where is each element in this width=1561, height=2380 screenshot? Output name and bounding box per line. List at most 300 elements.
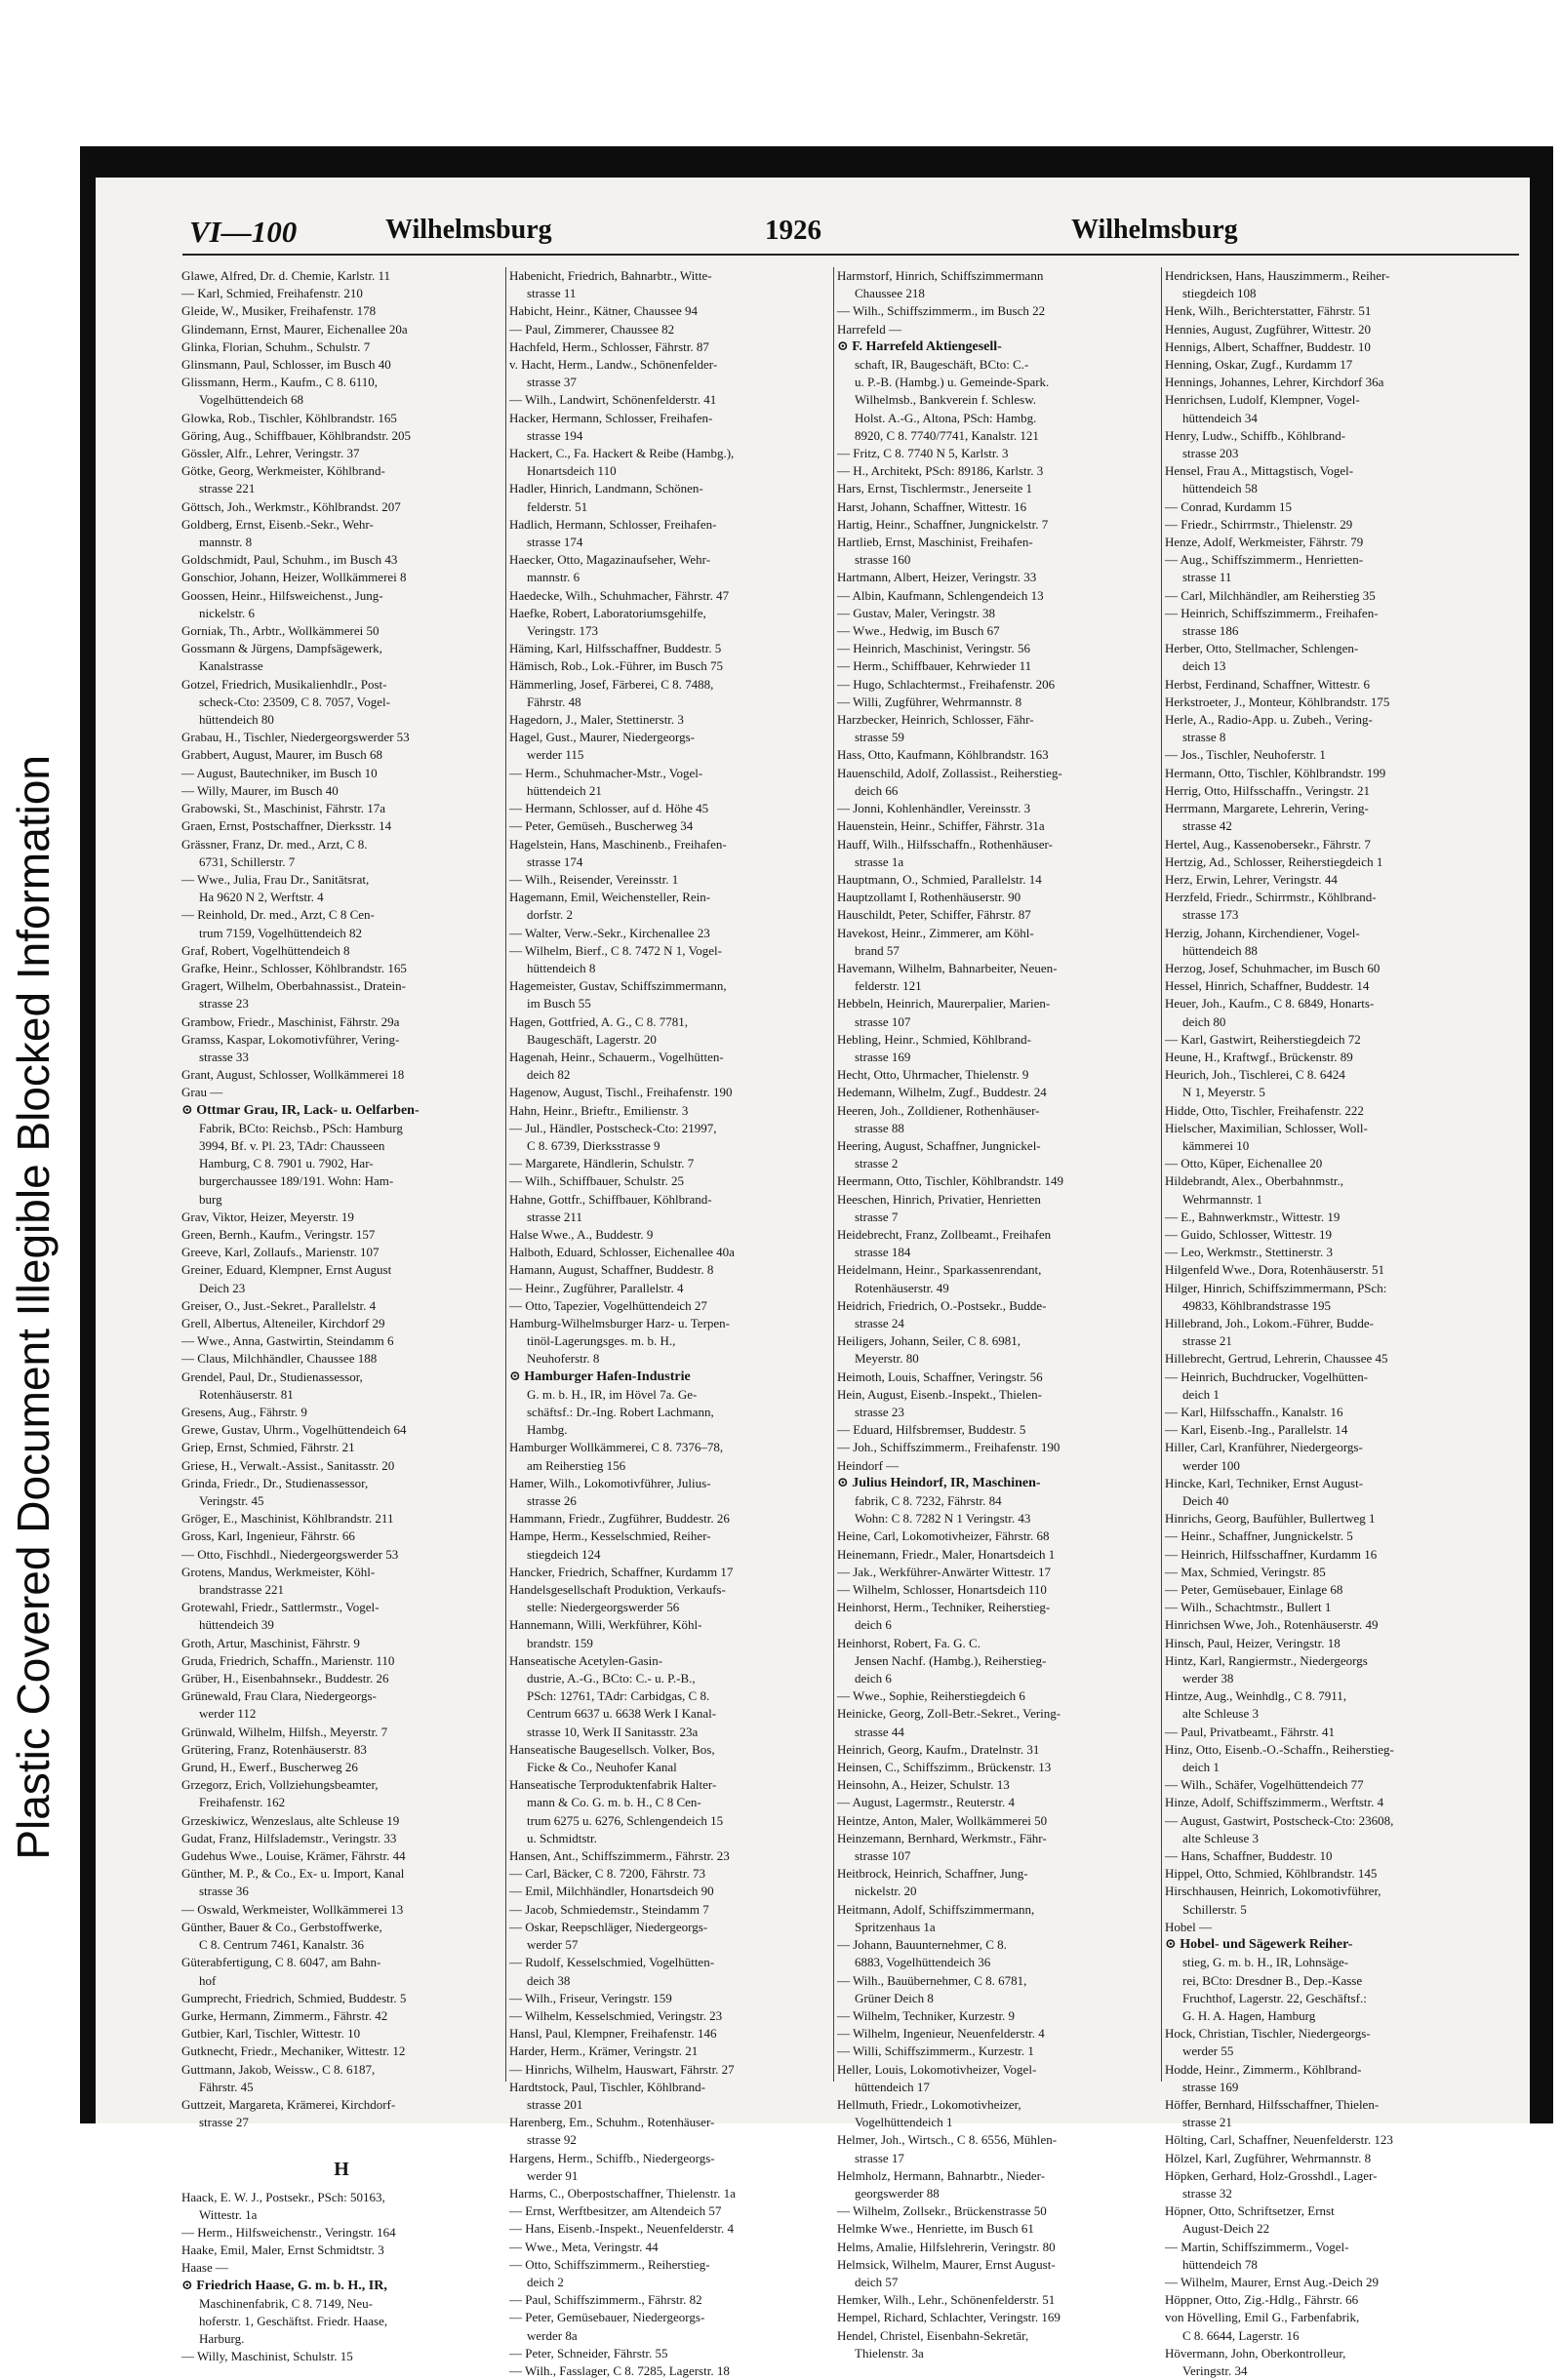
directory-entry-line: strasse 174 xyxy=(527,853,583,869)
directory-entry-line: nickelstr. 20 xyxy=(855,1884,917,1899)
directory-entry-line: mannstr. 8 xyxy=(199,535,253,550)
directory-entry-line: C 8. 6739, Dierksstrasse 9 xyxy=(527,1137,660,1153)
directory-entry-line: Baugeschäft, Lagerstr. 20 xyxy=(527,1031,657,1047)
directory-entry-line: Hartmann, Albert, Heizer, Veringstr. 33 xyxy=(837,570,1037,585)
directory-entry-line: — Wwe., Julia, Frau Dr., Sanitätsrat, xyxy=(181,871,370,887)
directory-entry-line: Hauschildt, Peter, Schiffer, Fährstr. 87 xyxy=(837,907,1031,923)
directory-entry-line: Henk, Wilh., Berichterstatter, Fährstr. 51 xyxy=(1165,303,1372,319)
directory-entry-line: Hempel, Richard, Schlachter, Veringstr. 169 xyxy=(837,2310,1061,2325)
directory-entry-line: Hellmuth, Friedr., Lokomotivheizer, xyxy=(837,2096,1021,2112)
directory-entry-line: Gudat, Franz, Hilfslademstr., Veringstr. 33 xyxy=(181,1830,397,1845)
directory-entry-line: Heidrich, Friedrich, O.-Postsekr., Budde- xyxy=(837,1297,1047,1313)
directory-column-4 xyxy=(1165,267,1485,2378)
directory-entry-line: strasse 169 xyxy=(855,1049,911,1064)
directory-entry-line: trum 7159, Vogelhüttendeich 82 xyxy=(199,925,363,940)
directory-entry-line: — Wilh., Schachtmstr., Bullert 1 xyxy=(1165,1600,1332,1615)
directory-entry-line: Ha 9620 N 2, Werftstr. 4 xyxy=(199,890,324,905)
directory-entry-line: Hincke, Karl, Techniker, Ernst August- xyxy=(1165,1475,1364,1490)
directory-entry-line: Hedemann, Wilhelm, Zugf., Buddestr. 24 xyxy=(837,1085,1047,1100)
directory-entry-line: — Jos., Tischler, Neuhoferstr. 1 xyxy=(1165,747,1326,763)
directory-entry-line: Gossmann & Jürgens, Dampfsägewerk, xyxy=(181,641,382,656)
directory-entry-line: strasse 11 xyxy=(1182,570,1232,585)
directory-entry-line: dorfstr. 2 xyxy=(527,907,573,923)
directory-entry-line: Harenberg, Em., Schuhm., Rotenhäuser- xyxy=(509,2115,715,2130)
directory-entry-line: ⊙ Hobel- und Sägewerk Reiher- xyxy=(1165,1937,1353,1953)
directory-entry-line: Hauenschild, Adolf, Zollassist., Reiherstieg- xyxy=(837,765,1062,780)
directory-entry-line: Kanalstrasse xyxy=(199,658,263,674)
directory-entry-line: — Hinrichs, Wilhelm, Hauswart, Fährstr. 27 xyxy=(509,2061,735,2077)
directory-entry-line: — Otto, Fischhdl., Niedergeorgswerder 53 xyxy=(181,1546,399,1562)
directory-entry-line: deich 57 xyxy=(855,2274,899,2289)
directory-entry-line: — Paul, Zimmerer, Chaussee 82 xyxy=(509,321,675,337)
directory-entry-line: N 1, Meyerstr. 5 xyxy=(1182,1085,1265,1100)
directory-entry-line: Hagemeister, Gustav, Schiffszimmermann, xyxy=(509,978,727,994)
directory-entry-line: Henze, Adolf, Werkmeister, Fährstr. 79 xyxy=(1165,535,1364,550)
directory-entry-line: ⊙ F. Harrefeld Aktiengesell- xyxy=(837,338,1002,354)
directory-entry-line: Grzegorz, Erich, Vollziehungsbeamter, xyxy=(181,1777,379,1793)
directory-entry-line: strasse 21 xyxy=(1182,1333,1232,1349)
directory-entry-line: Hölzel, Karl, Zugführer, Wehrmannstr. 8 xyxy=(1165,2150,1372,2165)
directory-entry-line: — Otto, Schiffszimmerm., Reiherstieg- xyxy=(509,2256,710,2272)
directory-entry-line: strasse 92 xyxy=(527,2132,577,2148)
directory-entry-line: Glinsmann, Paul, Schlosser, im Busch 40 xyxy=(181,357,391,373)
directory-entry-line: Graf, Robert, Vogelhüttendeich 8 xyxy=(181,942,350,958)
directory-entry-line: Vogelhüttendeich 1 xyxy=(855,2115,953,2130)
directory-entry-line: — Otto, Küper, Eichenallee 20 xyxy=(1165,1156,1323,1171)
directory-entry-line: — Peter, Schneider, Fährstr. 55 xyxy=(509,2345,668,2360)
directory-entry-line: — Wwe., Hedwig, im Busch 67 xyxy=(837,623,1000,639)
directory-entry-line: Hämmerling, Josef, Färberei, C 8. 7488, xyxy=(509,676,714,692)
directory-entry-line: Haecker, Otto, Magazinaufseher, Wehr- xyxy=(509,552,711,568)
directory-entry-line: G. m. b. H., IR, im Hövel 7a. Ge- xyxy=(527,1386,698,1402)
directory-entry-line: Hinze, Adolf, Schiffszimmerm., Werftstr. 4 xyxy=(1165,1795,1384,1810)
directory-entry-line: strasse 42 xyxy=(1182,818,1232,834)
directory-entry-line: Hebling, Heinr., Schmied, Köhlbrand- xyxy=(837,1031,1031,1047)
directory-entry-line: — Herm., Schiffbauer, Kehrwieder 11 xyxy=(837,658,1032,674)
directory-entry-line: Grüber, H., Eisenbahnsekr., Buddestr. 26 xyxy=(181,1671,389,1686)
header-year: 1926 xyxy=(765,215,821,246)
directory-entry-line: strasse 174 xyxy=(527,535,583,550)
directory-entry-line: Hamann, August, Schaffner, Buddestr. 8 xyxy=(509,1262,714,1278)
directory-entry-line: — August, Gastwirt, Postscheck-Cto: 23608, xyxy=(1165,1812,1394,1828)
directory-entry-line: Göttsch, Joh., Werkmstr., Köhlbrandst. 207 xyxy=(181,498,401,514)
directory-entry-line: Hodde, Heinr., Zimmerm., Köhlbrand- xyxy=(1165,2061,1362,2077)
directory-entry-line: — Hans, Eisenb.-Inspekt., Neuenfelderstr. 4 xyxy=(509,2221,734,2237)
directory-entry-line: dustrie, A.-G., BCto: C.- u. P.-B., xyxy=(527,1671,696,1686)
directory-entry-line: — Willi, Schiffszimmerm., Kurzestr. 1 xyxy=(837,2043,1034,2059)
directory-entry-line: mannstr. 6 xyxy=(527,570,580,585)
directory-entry-line: Glissmann, Herm., Kaufm., C 8. 6110, xyxy=(181,375,378,390)
directory-entry-line: Havekost, Heinr., Zimmerer, am Köhl- xyxy=(837,925,1034,940)
directory-entry-line: strasse 44 xyxy=(855,1724,904,1739)
directory-entry-line: Herber, Otto, Stellmacher, Schlengen- xyxy=(1165,641,1359,656)
directory-entry-line: Fabrik, BCto: Reichsb., PSch: Hamburg xyxy=(199,1120,403,1135)
directory-entry-line: Grau — xyxy=(181,1085,223,1100)
directory-entry-line: Grässner, Franz, Dr. med., Arzt, C 8. xyxy=(181,836,368,852)
directory-entry-line: Honartsdeich 110 xyxy=(527,463,617,479)
directory-entry-line: Häming, Karl, Hilfsschaffner, Buddestr. 5 xyxy=(509,641,722,656)
directory-entry-line: Rotenhäuserstr. 49 xyxy=(855,1280,949,1295)
page-header xyxy=(96,215,1530,254)
directory-entry-line: deich 1 xyxy=(1182,1386,1220,1402)
directory-entry-line: Harmstorf, Hinrich, Schiffszimmermann xyxy=(837,268,1044,283)
directory-entry-line: — Wilh., Reisender, Vereinsstr. 1 xyxy=(509,871,679,887)
directory-entry-line: Herrmann, Margarete, Lehrerin, Vering- xyxy=(1165,801,1369,816)
directory-entry-line: Herz, Erwin, Lehrer, Veringstr. 44 xyxy=(1165,871,1338,887)
directory-entry-line: tinöl-Lagerungsges. m. b. H., xyxy=(527,1333,676,1349)
directory-entry-line: Herrig, Otto, Hilfsschaffn., Veringstr. 21 xyxy=(1165,782,1371,798)
directory-entry-line: strasse 7 xyxy=(855,1209,899,1224)
directory-entry-line: Heidebrecht, Franz, Zollbeamt., Freihafen xyxy=(837,1226,1052,1242)
directory-entry-line: ⊙ Friedrich Haase, G. m. b. H., IR, xyxy=(181,2278,387,2293)
directory-entry-line: burgerchaussee 189/191. Wohn: Ham- xyxy=(199,1173,394,1189)
directory-entry-line: strasse 173 xyxy=(1182,907,1239,923)
directory-entry-line: alte Schleuse 3 xyxy=(1182,1830,1259,1845)
directory-entry-line: Hennies, August, Zugführer, Wittestr. 20 xyxy=(1165,321,1372,337)
page-number: VI—100 xyxy=(189,215,298,249)
directory-entry-line: am Reiherstieg 156 xyxy=(527,1457,626,1473)
directory-entry-line: Gramss, Kaspar, Lokomotivführer, Vering- xyxy=(181,1031,400,1047)
directory-entry-line: Grund, H., Ewerf., Buscherweg 26 xyxy=(181,1760,358,1775)
directory-entry-line: Fruchthof, Lagerstr. 22, Geschäftsf.: xyxy=(1182,1990,1367,2005)
directory-entry-line: Hecht, Otto, Uhrmacher, Thielenstr. 9 xyxy=(837,1067,1029,1083)
directory-entry-line: deich 6 xyxy=(855,1617,892,1633)
directory-entry-line: 49833, Köhlbrandstrasse 195 xyxy=(1182,1297,1332,1313)
directory-entry-line: — Leo, Werkmstr., Stettinerstr. 3 xyxy=(1165,1245,1334,1260)
directory-entry-line: strasse 23 xyxy=(199,996,249,1012)
directory-entry-line: — Wilh., Schiffbauer, Schulstr. 25 xyxy=(509,1173,685,1189)
directory-entry-line: hüttendeich 88 xyxy=(1182,942,1258,958)
directory-entry-line: — Wilh., Fasslager, C 8. 7285, Lagerstr. 18 xyxy=(509,2362,730,2378)
directory-entry-line: Grütering, Franz, Rotenhäuserstr. 83 xyxy=(181,1741,367,1757)
directory-entry-line: Hansen, Ant., Schiffszimmerm., Fährstr. 23 xyxy=(509,1848,730,1864)
directory-entry-line: Spritzenhaus 1a xyxy=(855,1919,936,1934)
side-overlay-panel xyxy=(0,0,70,2123)
directory-entry-line: Heitmann, Adolf, Schiffszimmermann, xyxy=(837,1901,1035,1917)
directory-entry-line: — Hans, Schaffner, Buddestr. 10 xyxy=(1165,1848,1333,1864)
directory-entry-line: — E., Bahnwerkmstr., Wittestr. 19 xyxy=(1165,1209,1341,1224)
directory-entry-line: Grotens, Mandus, Werkmeister, Köhl- xyxy=(181,1564,376,1579)
directory-entry-line: Harms, C., Oberpostschaffner, Thielenstr. 1a xyxy=(509,2185,736,2201)
directory-entry-line: strasse 59 xyxy=(855,730,904,745)
directory-entry-line: Heering, August, Schaffner, Jungnickel- xyxy=(837,1137,1041,1153)
directory-entry-line: strasse 26 xyxy=(527,1493,577,1509)
directory-entry-line: Haase — xyxy=(181,2260,229,2276)
directory-entry-line: felderstr. 121 xyxy=(855,978,922,994)
directory-entry-line: strasse 1a xyxy=(855,853,904,869)
directory-entry-line: Harzbecker, Heinrich, Schlosser, Fähr- xyxy=(837,712,1034,728)
directory-entry-line: Helmer, Joh., Wirtsch., C 8. 6556, Mühlen- xyxy=(837,2132,1058,2148)
directory-entry-line: Hermann, Otto, Tischler, Köhlbrandstr. 199 xyxy=(1165,765,1386,780)
directory-entry-line: Heuer, Joh., Kaufm., C 8. 6849, Honarts- xyxy=(1165,996,1375,1012)
directory-entry-line: 8920, C 8. 7740/7741, Kanalstr. 121 xyxy=(855,427,1039,443)
directory-entry-line: Wohn: C 8. 7282 N 1 Veringstr. 43 xyxy=(855,1511,1031,1527)
directory-entry-line: Harder, Herm., Krämer, Veringstr. 21 xyxy=(509,2043,699,2059)
directory-entry-line: Veringstr. 34 xyxy=(1182,2362,1248,2378)
directory-entry-line: Grewe, Gustav, Uhrm., Vogelhüttendeich 64 xyxy=(181,1422,407,1438)
directory-entry-line: Grafke, Heinr., Schlosser, Köhlbrandstr. 165 xyxy=(181,960,407,975)
directory-entry-line: — Aug., Schiffszimmerm., Henrietten- xyxy=(1165,552,1364,568)
directory-column-3 xyxy=(837,267,1157,2360)
directory-entry-line: strasse 23 xyxy=(855,1405,904,1419)
directory-entry-line: — Herm., Schuhmacher-Mstr., Vogel- xyxy=(509,765,703,780)
directory-entry-line: — Hugo, Schlachtermst., Freihafenstr. 206 xyxy=(837,676,1056,692)
directory-entry-line: — Willy, Maurer, im Busch 40 xyxy=(181,782,339,798)
directory-entry-line: Freihafenstr. 162 xyxy=(199,1795,286,1810)
directory-entry-line: Maschinenfabrik, C 8. 7149, Neu- xyxy=(199,2295,373,2311)
directory-entry-line: Höffer, Bernhard, Hilfsschaffner, Thielen- xyxy=(1165,2096,1380,2112)
directory-entry-line: — Walter, Verw.-Sekr., Kirchenallee 23 xyxy=(509,925,710,940)
directory-entry-line: — Wilhelm, Zollsekr., Brückenstrasse 50 xyxy=(837,2203,1047,2219)
directory-entry-line: Hauptmann, O., Schmied, Parallelstr. 14 xyxy=(837,871,1042,887)
directory-entry-line: Höpken, Gerhard, Holz-Grosshdl., Lager- xyxy=(1165,2167,1378,2183)
directory-entry-line: Hahn, Heinr., Brieftr., Emilienstr. 3 xyxy=(509,1102,689,1118)
directory-entry-line: hüttendeich 58 xyxy=(1182,481,1258,496)
directory-entry-line: Goossen, Heinr., Hilfsweichenst., Jung- xyxy=(181,587,383,603)
directory-entry-line: deich 82 xyxy=(527,1067,571,1083)
directory-entry-line: 3994, Bf. v. Pl. 23, TAdr: Chausseen xyxy=(199,1137,385,1153)
directory-entry-line: Gumprecht, Friedrich, Schmied, Buddestr. 5 xyxy=(181,1990,407,2005)
header-rule xyxy=(182,254,1519,256)
directory-entry-line: Hahne, Gottfr., Schiffbauer, Köhlbrand- xyxy=(509,1191,712,1207)
directory-entry-line: — Fritz, C 8. 7740 N 5, Karlstr. 3 xyxy=(837,446,1009,461)
directory-entry-line: Hennigs, Albert, Schaffner, Buddestr. 10 xyxy=(1165,338,1371,354)
directory-entry-line: Wilhelmsb., Bankverein f. Schlesw. xyxy=(855,392,1037,408)
directory-entry-line: deich 13 xyxy=(1182,658,1226,674)
directory-entry-line: Heitbrock, Heinrich, Schaffner, Jung- xyxy=(837,1866,1028,1882)
directory-entry-line: — Wilhelm, Schlosser, Honartsdeich 110 xyxy=(837,1582,1047,1598)
directory-entry-line: Hinz, Otto, Eisenb.-O.-Schaffn., Reiherstieg- xyxy=(1165,1741,1394,1757)
directory-entry-line: — Wilhelm, Maurer, Ernst Aug.-Deich 29 xyxy=(1165,2274,1379,2289)
directory-entry-line: Hamburg-Wilhelmsburger Harz- u. Terpen- xyxy=(509,1315,730,1330)
directory-entry-line: hüttendeich 39 xyxy=(199,1617,274,1633)
directory-entry-line: Hammann, Friedr., Zugführer, Buddestr. 26 xyxy=(509,1511,730,1527)
directory-entry-line: Höppner, Otto, Zig.-Hdlg., Fährstr. 66 xyxy=(1165,2292,1359,2308)
directory-entry-line: u. P.-B. (Hambg.) u. Gemeinde-Spark. xyxy=(855,375,1050,390)
directory-entry-line: hüttendeich 34 xyxy=(1182,410,1258,425)
directory-entry-line: Heinsohn, A., Heizer, Schulstr. 13 xyxy=(837,1777,1010,1793)
directory-entry-line: deich 38 xyxy=(527,1972,571,1988)
directory-entry-line: strasse 221 xyxy=(199,481,256,496)
directory-entry-line: strasse 21 xyxy=(1182,2115,1232,2130)
directory-entry-line: Heinrich, Georg, Kaufm., Dratelnstr. 31 xyxy=(837,1741,1040,1757)
directory-entry-line: — Wilhelm, Kesselschmied, Veringstr. 23 xyxy=(509,2007,723,2023)
directory-entry-line: Hampe, Herm., Kesselschmied, Reiher- xyxy=(509,1528,711,1544)
directory-entry-line: Gudehus Wwe., Louise, Krämer, Fährstr. 44 xyxy=(181,1848,406,1864)
directory-entry-line: werder 115 xyxy=(527,747,584,763)
directory-entry-line: Havemann, Wilhelm, Bahnarbeiter, Neuen- xyxy=(837,960,1058,975)
directory-entry-line: scheck-Cto: 23509, C 8. 7057, Vogel- xyxy=(199,694,390,709)
directory-entry-line: Hiller, Carl, Kranführer, Niedergeorgs- xyxy=(1165,1440,1363,1455)
directory-entry-line: — Wilh., Bauübernehmer, C 8. 6781, xyxy=(837,1972,1027,1988)
directory-entry-line: schäftsf.: Dr.-Ing. Robert Lachmann, xyxy=(527,1405,714,1419)
directory-entry-line: Hanseatische Baugesellsch. Volker, Bos, xyxy=(509,1741,715,1757)
directory-entry-line: Hamer, Wilh., Lokomotivführer, Julius- xyxy=(509,1475,711,1490)
directory-entry-line: — Martin, Schiffszimmerm., Vogel- xyxy=(1165,2239,1349,2254)
directory-entry-line: werder 55 xyxy=(1182,2043,1234,2059)
directory-entry-line: Heinhorst, Herm., Techniker, Reiherstieg- xyxy=(837,1600,1051,1615)
directory-entry-line: — Eduard, Hilfsbremser, Buddestr. 5 xyxy=(837,1422,1026,1438)
directory-entry-line: — Karl, Eisenb.-Ing., Parallelstr. 14 xyxy=(1165,1422,1348,1438)
directory-entry-line: Graen, Ernst, Postschaffner, Dierksstr. 14 xyxy=(181,818,392,834)
directory-entry-line: Hagenow, August, Tischl., Freihafenstr. 190 xyxy=(509,1085,733,1100)
directory-entry-line: strasse 8 xyxy=(1182,730,1226,745)
directory-entry-line: Heimoth, Louis, Schaffner, Veringstr. 56 xyxy=(837,1368,1043,1384)
directory-entry-line: — Ernst, Werftbesitzer, am Altendeich 57 xyxy=(509,2203,722,2219)
directory-entry-line: Hensel, Frau A., Mittagstisch, Vogel- xyxy=(1165,463,1354,479)
directory-entry-line: — August, Lagermstr., Reuterstr. 4 xyxy=(837,1795,1015,1810)
directory-entry-line: felderstr. 51 xyxy=(527,498,588,514)
directory-entry-line: — Conrad, Kurdamm 15 xyxy=(1165,498,1292,514)
directory-entry-line: Hambg. xyxy=(527,1422,568,1438)
directory-entry-line: Green, Bernh., Kaufm., Veringstr. 157 xyxy=(181,1226,376,1242)
directory-entry-line: — Heinr., Zugführer, Parallelstr. 4 xyxy=(509,1280,684,1295)
directory-entry-line: strasse 107 xyxy=(855,1848,911,1864)
directory-entry-line: Henrichsen, Ludolf, Klempner, Vogel- xyxy=(1165,392,1360,408)
directory-entry-line: Hilger, Hinrich, Schiffszimmermann, PSch: xyxy=(1165,1280,1387,1295)
directory-entry-line: hüttendeich 17 xyxy=(855,2079,930,2094)
directory-entry-line: Hendricksen, Hans, Hauszimmerm., Reiher- xyxy=(1165,268,1390,283)
directory-entry-line: Glowka, Rob., Tischler, Köhlbrandstr. 165 xyxy=(181,410,397,425)
directory-entry-line: werder 100 xyxy=(1182,1457,1240,1473)
directory-entry-line: — Willi, Zugführer, Wehrmannstr. 8 xyxy=(837,694,1022,709)
directory-entry-line: Gutknecht, Friedr., Mechaniker, Wittestr. 12 xyxy=(181,2043,406,2059)
directory-entry-line: — Max, Schmied, Veringstr. 85 xyxy=(1165,1564,1326,1579)
directory-entry-line: Glinka, Florian, Schuhm., Schulstr. 7 xyxy=(181,338,371,354)
directory-entry-line: brandstr. 159 xyxy=(527,1635,593,1650)
directory-entry-line: Heindorf — xyxy=(837,1457,900,1473)
directory-entry-line: stiegdeich 124 xyxy=(527,1546,601,1562)
directory-entry-line: strasse 186 xyxy=(1182,623,1239,639)
directory-entry-line: ⊙ Ottmar Grau, IR, Lack- u. Oelfarben- xyxy=(181,1102,420,1118)
directory-entry-line: C 8. Centrum 7461, Kanalstr. 36 xyxy=(199,1937,364,1953)
directory-entry-line: — August, Bautechniker, im Busch 10 xyxy=(181,765,378,780)
directory-entry-line: burg xyxy=(199,1191,222,1207)
directory-entry-line: Hackert, C., Fa. Hackert & Reibe (Hambg.), xyxy=(509,446,735,461)
directory-entry-line: — Paul, Privatbeamt., Fährstr. 41 xyxy=(1165,1724,1336,1739)
directory-entry-line: Herzog, Josef, Schuhmacher, im Busch 60 xyxy=(1165,960,1381,975)
directory-entry-line: — Wwe., Sophie, Reiherstiegdeich 6 xyxy=(837,1688,1025,1704)
column-divider xyxy=(505,267,506,2082)
directory-entry-line: strasse 36 xyxy=(199,1884,249,1899)
directory-entry-line: Hachfeld, Herm., Schlosser, Fährstr. 87 xyxy=(509,338,709,354)
directory-entry-line: Grüner Deich 8 xyxy=(855,1990,934,2005)
directory-entry-line: Hock, Christian, Tischler, Niedergeorgs- xyxy=(1165,2026,1371,2042)
directory-entry-line: strasse 169 xyxy=(1182,2079,1239,2094)
column-divider xyxy=(833,267,834,2082)
directory-entry-line: Hennings, Johannes, Lehrer, Kirchdorf 36a xyxy=(1165,375,1384,390)
directory-entry-line: v. Hacht, Herm., Landw., Schönenfelder- xyxy=(509,357,718,373)
directory-entry-line: — Peter, Gemüsebauer, Einlage 68 xyxy=(1165,1582,1343,1598)
directory-entry-line: hüttendeich 78 xyxy=(1182,2256,1258,2272)
directory-entry-line: August-Deich 22 xyxy=(1182,2221,1270,2237)
directory-entry-line: Hannemann, Willi, Werkführer, Köhl- xyxy=(509,1617,702,1633)
directory-entry-line: stiegdeich 108 xyxy=(1182,286,1257,301)
directory-entry-line: — H., Architekt, PSch: 89186, Karlstr. 3 xyxy=(837,463,1044,479)
directory-entry-line: — Otto, Tapezier, Vogelhüttendeich 27 xyxy=(509,1297,707,1313)
directory-entry-line: Hagel, Gust., Maurer, Niedergeorgs- xyxy=(509,730,695,745)
directory-entry-line: Helmke Wwe., Henriette, im Busch 61 xyxy=(837,2221,1034,2237)
directory-entry-line: — Heinrich, Buchdrucker, Vogelhütten- xyxy=(1165,1368,1369,1384)
directory-entry-line: Goldschmidt, Paul, Schuhm., im Busch 43 xyxy=(181,552,398,568)
directory-entry-line: — Wilhelm, Ingenieur, Neuenfelderstr. 4 xyxy=(837,2026,1045,2042)
directory-entry-line: strasse 203 xyxy=(1182,446,1239,461)
directory-entry-line: Hölting, Carl, Schaffner, Neuenfelderstr. 123 xyxy=(1165,2132,1393,2148)
directory-entry-line: Neuhoferstr. 8 xyxy=(527,1351,600,1367)
directory-entry-line: werder 8a xyxy=(527,2327,578,2343)
directory-column-2 xyxy=(509,267,829,2378)
directory-entry-line: Hemker, Wilh., Lehr., Schönenfelderstr. 51 xyxy=(837,2292,1056,2308)
directory-entry-line: Grünewald, Frau Clara, Niedergeorgs- xyxy=(181,1688,377,1704)
directory-entry-line: Hinrichs, Georg, Baufühler, Bullertweg 1 xyxy=(1165,1511,1376,1527)
directory-entry-line: strasse 17 xyxy=(855,2150,904,2165)
directory-entry-line: Hippel, Otto, Schmied, Köhlbrandstr. 145 xyxy=(1165,1866,1378,1882)
directory-entry-line: fabrik, C 8. 7232, Fährstr. 84 xyxy=(855,1493,1002,1509)
directory-entry-line: Gurke, Hermann, Zimmerm., Fährstr. 42 xyxy=(181,2007,388,2023)
directory-entry-line: Grabau, H., Tischler, Niedergeorgswerder 53 xyxy=(181,730,410,745)
directory-entry-line: Harburg. xyxy=(199,2331,245,2347)
directory-entry-line: Hinsch, Paul, Heizer, Veringstr. 18 xyxy=(1165,1635,1341,1650)
directory-entry-line: strasse 37 xyxy=(527,375,577,390)
directory-entry-line: Hövermann, John, Oberkontrolleur, xyxy=(1165,2345,1346,2360)
directory-entry-line: Greeve, Karl, Zollaufs., Marienstr. 107 xyxy=(181,1245,380,1260)
directory-entry-line: Hidde, Otto, Tischler, Freihafenstr. 222 xyxy=(1165,1102,1364,1118)
directory-entry-line: Hauptzollamt I, Rothenhäuserstr. 90 xyxy=(837,890,1021,905)
directory-entry-line: Hagemann, Emil, Weichensteller, Rein- xyxy=(509,890,711,905)
directory-entry-line: — Heinr., Schaffner, Jungnickelstr. 5 xyxy=(1165,1528,1353,1544)
directory-entry-line: Holst. A.-G., Altona, PSch: Hambg. xyxy=(855,410,1037,425)
directory-entry-line: werder 91 xyxy=(527,2167,579,2183)
directory-entry-line: Helmsick, Wilhelm, Maurer, Ernst August- xyxy=(837,2256,1056,2272)
directory-entry-line: Hobel — xyxy=(1165,1919,1213,1934)
directory-entry-line: Harst, Johann, Schaffner, Wittestr. 16 xyxy=(837,498,1027,514)
directory-entry-line: hüttendeich 8 xyxy=(527,960,596,975)
directory-entry-line: — Wilhelm, Bierf., C 8. 7472 N 1, Vogel- xyxy=(509,942,722,958)
directory-entry-line: Hamburger Wollkämmerei, C 8. 7376–78, xyxy=(509,1440,724,1455)
directory-entry-line: Gresens, Aug., Fährstr. 9 xyxy=(181,1405,307,1419)
directory-entry-line: strasse 2 xyxy=(855,1156,899,1171)
directory-entry-line: G. H. A. Hagen, Hamburg xyxy=(1182,2007,1316,2023)
directory-entry-line: deich 66 xyxy=(855,782,899,798)
directory-entry-line: im Busch 55 xyxy=(527,996,591,1012)
directory-entry-line: Wittestr. 1a xyxy=(199,2206,258,2222)
directory-entry-line: Deich 40 xyxy=(1182,1493,1229,1509)
directory-entry-line: Hargens, Herm., Schiffb., Niedergeorgs- xyxy=(509,2150,715,2165)
directory-entry-line: — Rudolf, Kesselschmied, Vogelhütten- xyxy=(509,1955,715,1970)
directory-entry-line: Hauff, Wilh., Hilfsschaffn., Rothenhäuser- xyxy=(837,836,1053,852)
directory-entry-line: — Carl, Milchhändler, am Reiherstieg 35 xyxy=(1165,587,1376,603)
directory-entry-line: Heinemann, Friedr., Maler, Honartsdeich 1 xyxy=(837,1546,1056,1562)
directory-entry-line xyxy=(181,2131,501,2149)
directory-entry-line: Centrum 6637 u. 6638 Werk I Kanal- xyxy=(527,1706,717,1722)
directory-entry-line: Henry, Ludw., Schiffb., Köhlbrand- xyxy=(1165,427,1346,443)
directory-entry-line: Habenicht, Friedrich, Bahnarbtr., Witte- xyxy=(509,268,712,283)
directory-entry-line: Heurich, Joh., Tischlerei, C 8. 6424 xyxy=(1165,1067,1345,1083)
directory-entry-line: — Carl, Bäcker, C 8. 7200, Fährstr. 73 xyxy=(509,1866,705,1882)
directory-entry-line: hüttendeich 80 xyxy=(199,712,274,728)
directory-entry-line: Gotzel, Friedrich, Musikalienhdlr., Post- xyxy=(181,676,387,692)
directory-entry-line: — Hermann, Schlosser, auf d. Höhe 45 xyxy=(509,801,709,816)
directory-entry-line: Heinzemann, Bernhard, Werkmstr., Fähr- xyxy=(837,1830,1047,1845)
directory-entry-line: Heinicke, Georg, Zoll-Betr.-Sekret., Vering- xyxy=(837,1706,1061,1722)
directory-entry-line: Helms, Amalie, Hilfslehrerin, Veringstr. 80 xyxy=(837,2239,1056,2254)
directory-entry-line: Herbst, Ferdinand, Schaffner, Wittestr. 6 xyxy=(1165,676,1371,692)
directory-entry-line: Griese, H., Verwalt.-Assist., Sanitasstr. 20 xyxy=(181,1457,395,1473)
directory-entry-line: Heiligers, Johann, Seiler, C 8. 6981, xyxy=(837,1333,1021,1349)
section-letter: H xyxy=(334,2158,349,2180)
directory-entry-line: deich 6 xyxy=(855,1671,892,1686)
directory-entry-line: Habicht, Heinr., Kätner, Chaussee 94 xyxy=(509,303,698,319)
